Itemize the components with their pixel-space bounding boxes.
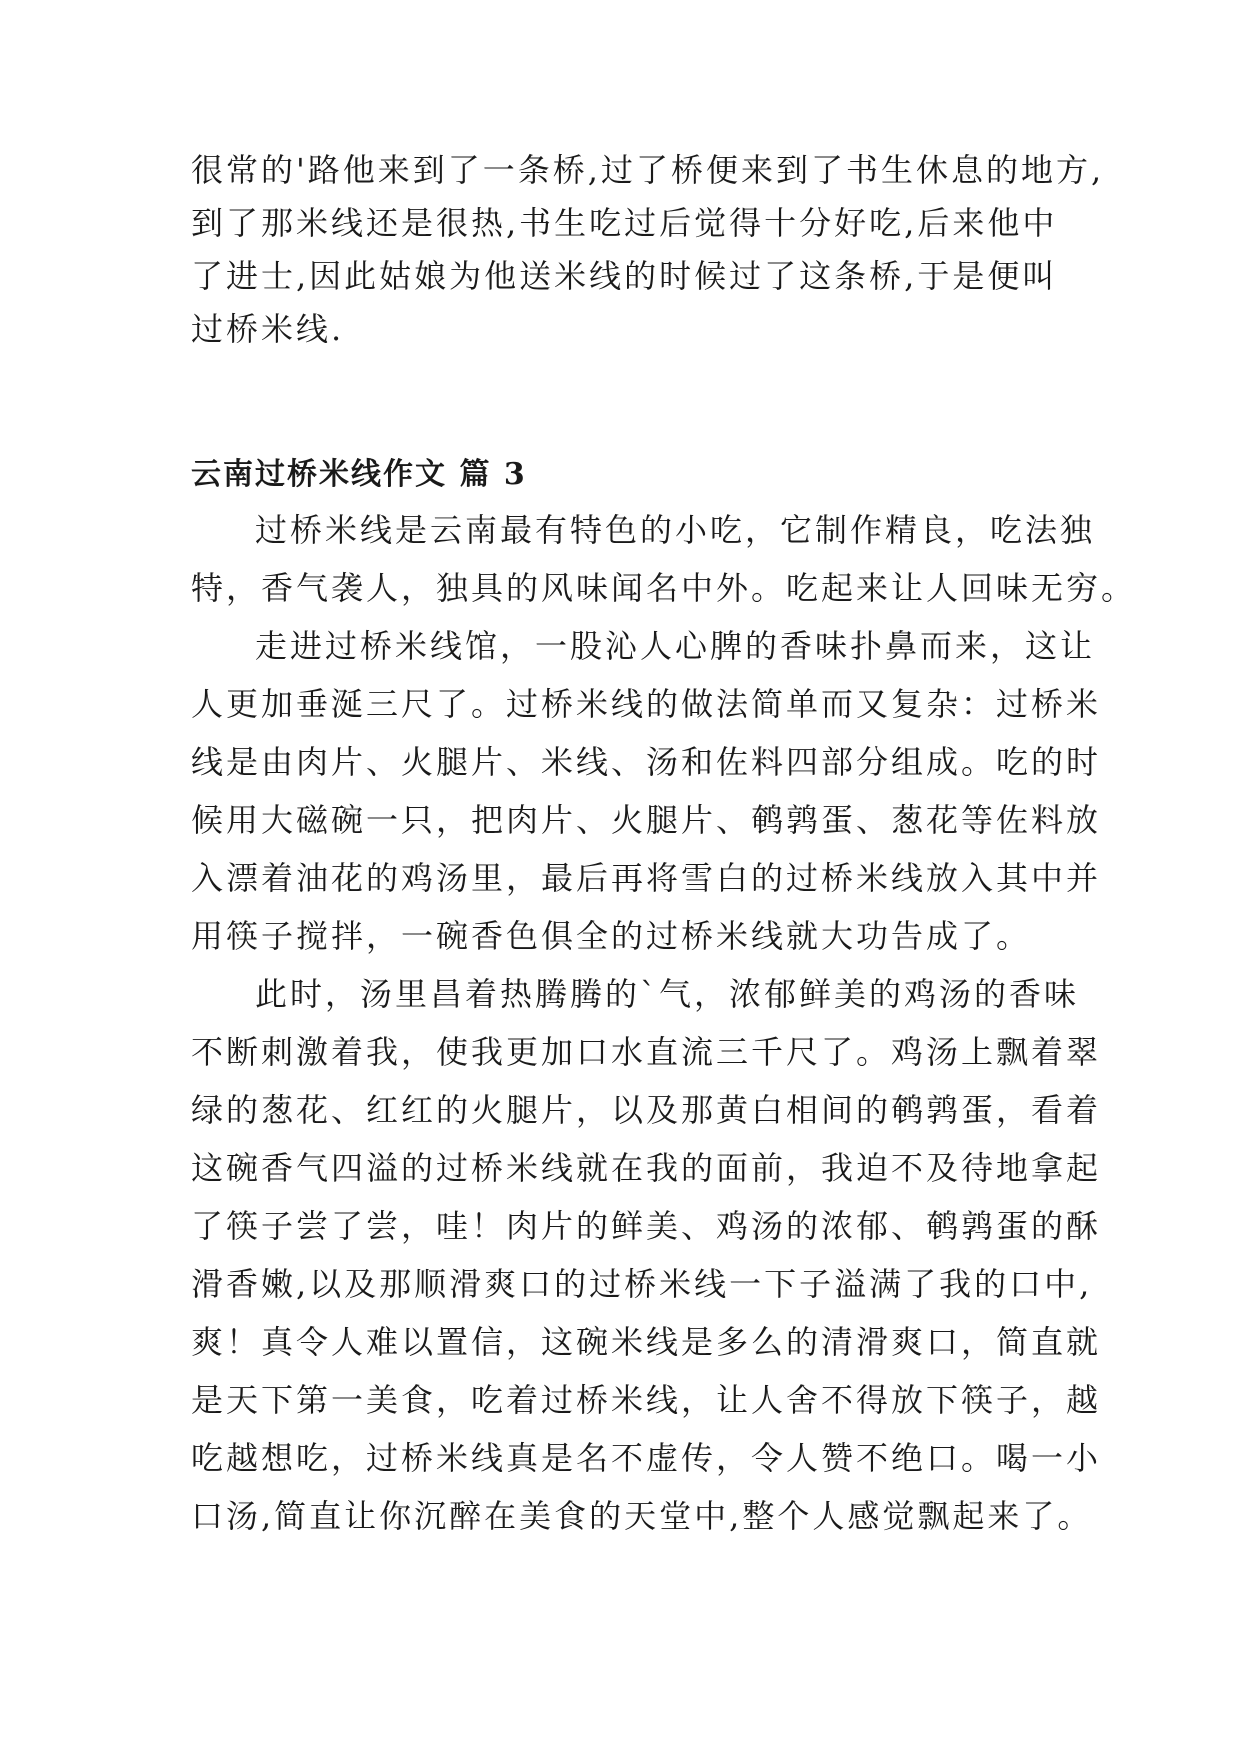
paragraph-2-line-3: 线是由肉片、火腿片、米线、汤和佐料四部分组成。吃的时 [191,743,1102,781]
paragraph-3-line-4: 这碗香气四溢的过桥米线就在我的面前，我迫不及待地拿起 [191,1149,1102,1187]
paragraph-1-line-2: 特，香气袭人，独具的风味闻名中外。吃起来让人回味无穷。 [191,569,1137,607]
paragraph-2-line-2: 人更加垂涎三尺了。过桥米线的做法简单而又复杂：过桥米 [191,685,1102,723]
intro-line-4: 过桥米线. [191,310,345,348]
intro-line-3: 了进士,因此姑娘为他送米线的时候过了这条桥,于是便叫 [191,257,1058,295]
paragraph-3-line-5: 了筷子尝了尝，哇！肉片的鲜美、鸡汤的浓郁、鹌鹑蛋的酥 [191,1207,1102,1245]
paragraph-2-line-1: 走进过桥米线馆，一股沁人心脾的香味扑鼻而来，这让 [255,627,1096,665]
paragraph-3-line-7: 爽！真令人难以置信，这碗米线是多么的清滑爽口，简直就 [191,1323,1102,1361]
intro-line-2: 到了那米线还是很热,书生吃过后觉得十分好吃,后来他中 [191,204,1058,242]
paragraph-2-line-5: 入漂着油花的鸡汤里，最后再将雪白的过桥米线放入其中并 [191,859,1102,897]
paragraph-3-line-6: 滑香嫩,以及那顺滑爽口的过桥米线一下子溢满了我的口中, [191,1265,1093,1303]
paragraph-3-line-2: 不断刺激着我，使我更加口水直流三千尺了。鸡汤上飘着翠 [191,1033,1102,1071]
paragraph-3-line-8: 是天下第一美食，吃着过桥米线，让人舍不得放下筷子，越 [191,1381,1102,1419]
paragraph-1-line-1: 过桥米线是云南最有特色的小吃，它制作精良，吃法独 [255,511,1096,549]
intro-line-1: 很常的'路他来到了一条桥,过了桥便来到了书生休息的地方, [191,151,1105,189]
paragraph-2-line-6: 用筷子搅拌，一碗香色俱全的过桥米线就大功告成了。 [191,917,1032,955]
paragraph-2-line-4: 候用大磁碗一只，把肉片、火腿片、鹌鹑蛋、葱花等佐料放 [191,801,1102,839]
paragraph-3-line-10: 口汤,简直让你沉醉在美食的天堂中,整个人感觉飘起来了。 [191,1497,1093,1535]
section-heading: 云南过桥米线作文 篇 3 [191,457,527,492]
paragraph-3-line-1: 此时，汤里昌着热腾腾的`气，浓郁鲜美的鸡汤的香味 [255,975,1080,1013]
paragraph-3-line-3: 绿的葱花、红红的火腿片，以及那黄白相间的鹌鹑蛋，看着 [191,1091,1102,1129]
paragraph-3-line-9: 吃越想吃，过桥米线真是名不虚传，令人赞不绝口。喝一小 [191,1439,1102,1477]
